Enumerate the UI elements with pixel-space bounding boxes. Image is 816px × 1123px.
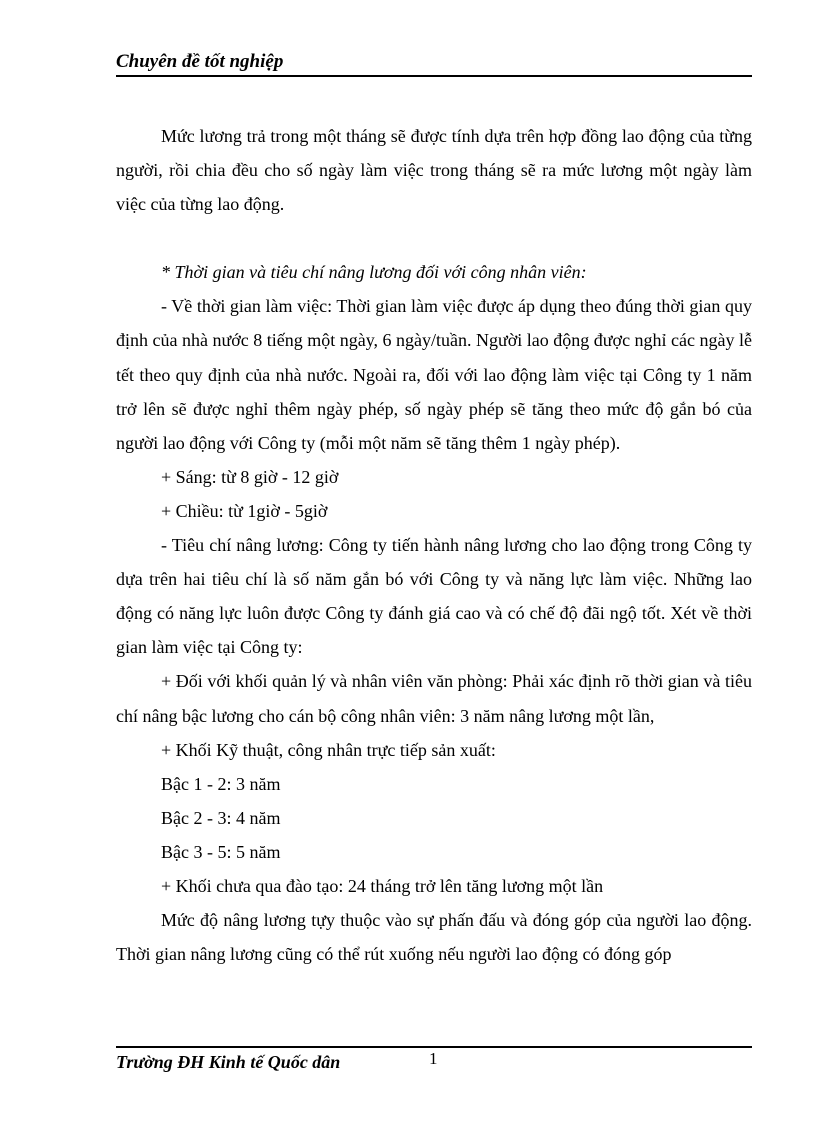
grade-item: Bậc 3 - 5: 5 năm	[161, 841, 281, 862]
paragraph-working-time: - Về thời gian làm việc: Thời gian làm việc được áp dụng theo đúng thời gian quy định của nhà nước 8 tiếng một ngày, 6 ngày/tuần. Người lao động được nghỉ các ngày lễ tết theo quy định của nhà nước. Ngoài ra, đối với lao động làm việc tại Công ty 1 năm trở lên sẽ được nghỉ thêm ngày phép, số ngày phép sẽ tăng theo mức độ gắn bó của người lao động với Công ty (mỗi một năm sẽ tăng thêm 1 ngày phép).	[116, 296, 753, 453]
untrained-staff-item: + Khối chưa qua đào tạo: 24 tháng trở lên tăng lương một lần	[161, 875, 604, 896]
footer-school-name: Trường ĐH Kinh tế Quốc dân	[116, 1052, 341, 1072]
grade-item: Bậc 2 - 3: 4 năm	[161, 807, 281, 828]
footer-rule	[116, 1046, 752, 1048]
page-number: 1	[429, 1049, 438, 1068]
header-rule	[116, 75, 752, 77]
grade-item: Bậc 1 - 2: 3 năm	[161, 773, 281, 794]
section-heading: * Thời gian và tiêu chí nâng lương đối với công nhân viên:	[161, 262, 587, 283]
schedule-afternoon: + Chiều: từ 1giờ - 5giờ	[161, 500, 328, 521]
paragraph-salary-calculation: Mức lương trả trong một tháng sẽ được tính dựa trên hợp đồng lao động của từng người, rồi chia đều cho số ngày làm việc trong tháng sẽ ra mức lương một ngày làm việc của từng lao động.	[116, 126, 752, 215]
document-body	[116, 119, 752, 971]
header-title: Chuyên đề tốt nghiệp	[116, 51, 284, 72]
paragraph-gap	[116, 221, 752, 255]
technical-staff-item: + Khối Kỹ thuật, công nhân trực tiếp sản xuất:	[161, 739, 496, 760]
paragraph-raise-criteria: - Tiêu chí nâng lương: Công ty tiến hành nâng lương cho lao động trong Công ty dựa trên hai tiêu chí là số năm gắn bó với Công ty và năng lực làm việc. Những lao động có năng lực luôn được Công ty đánh giá cao và có chế độ đãi ngộ tốt. Xét về thời gian làm việc tại Công ty:	[116, 535, 752, 658]
schedule-morning: + Sáng: từ 8 giờ - 12 giờ	[161, 466, 339, 487]
paragraph-raise-level: Mức độ nâng lương tựy thuộc vào sự phấn đấu và đóng góp của người lao động. Thời gian nâng lương cũng có thể rút xuống nếu người lao động có đóng góp	[116, 910, 752, 965]
paragraph-office-staff: + Đối với khối quản lý và nhân viên văn phòng: Phải xác định rõ thời gian và tiêu chí nâng bậc lương cho cán bộ công nhân viên: 3 năm nâng lương một lần,	[116, 671, 752, 726]
